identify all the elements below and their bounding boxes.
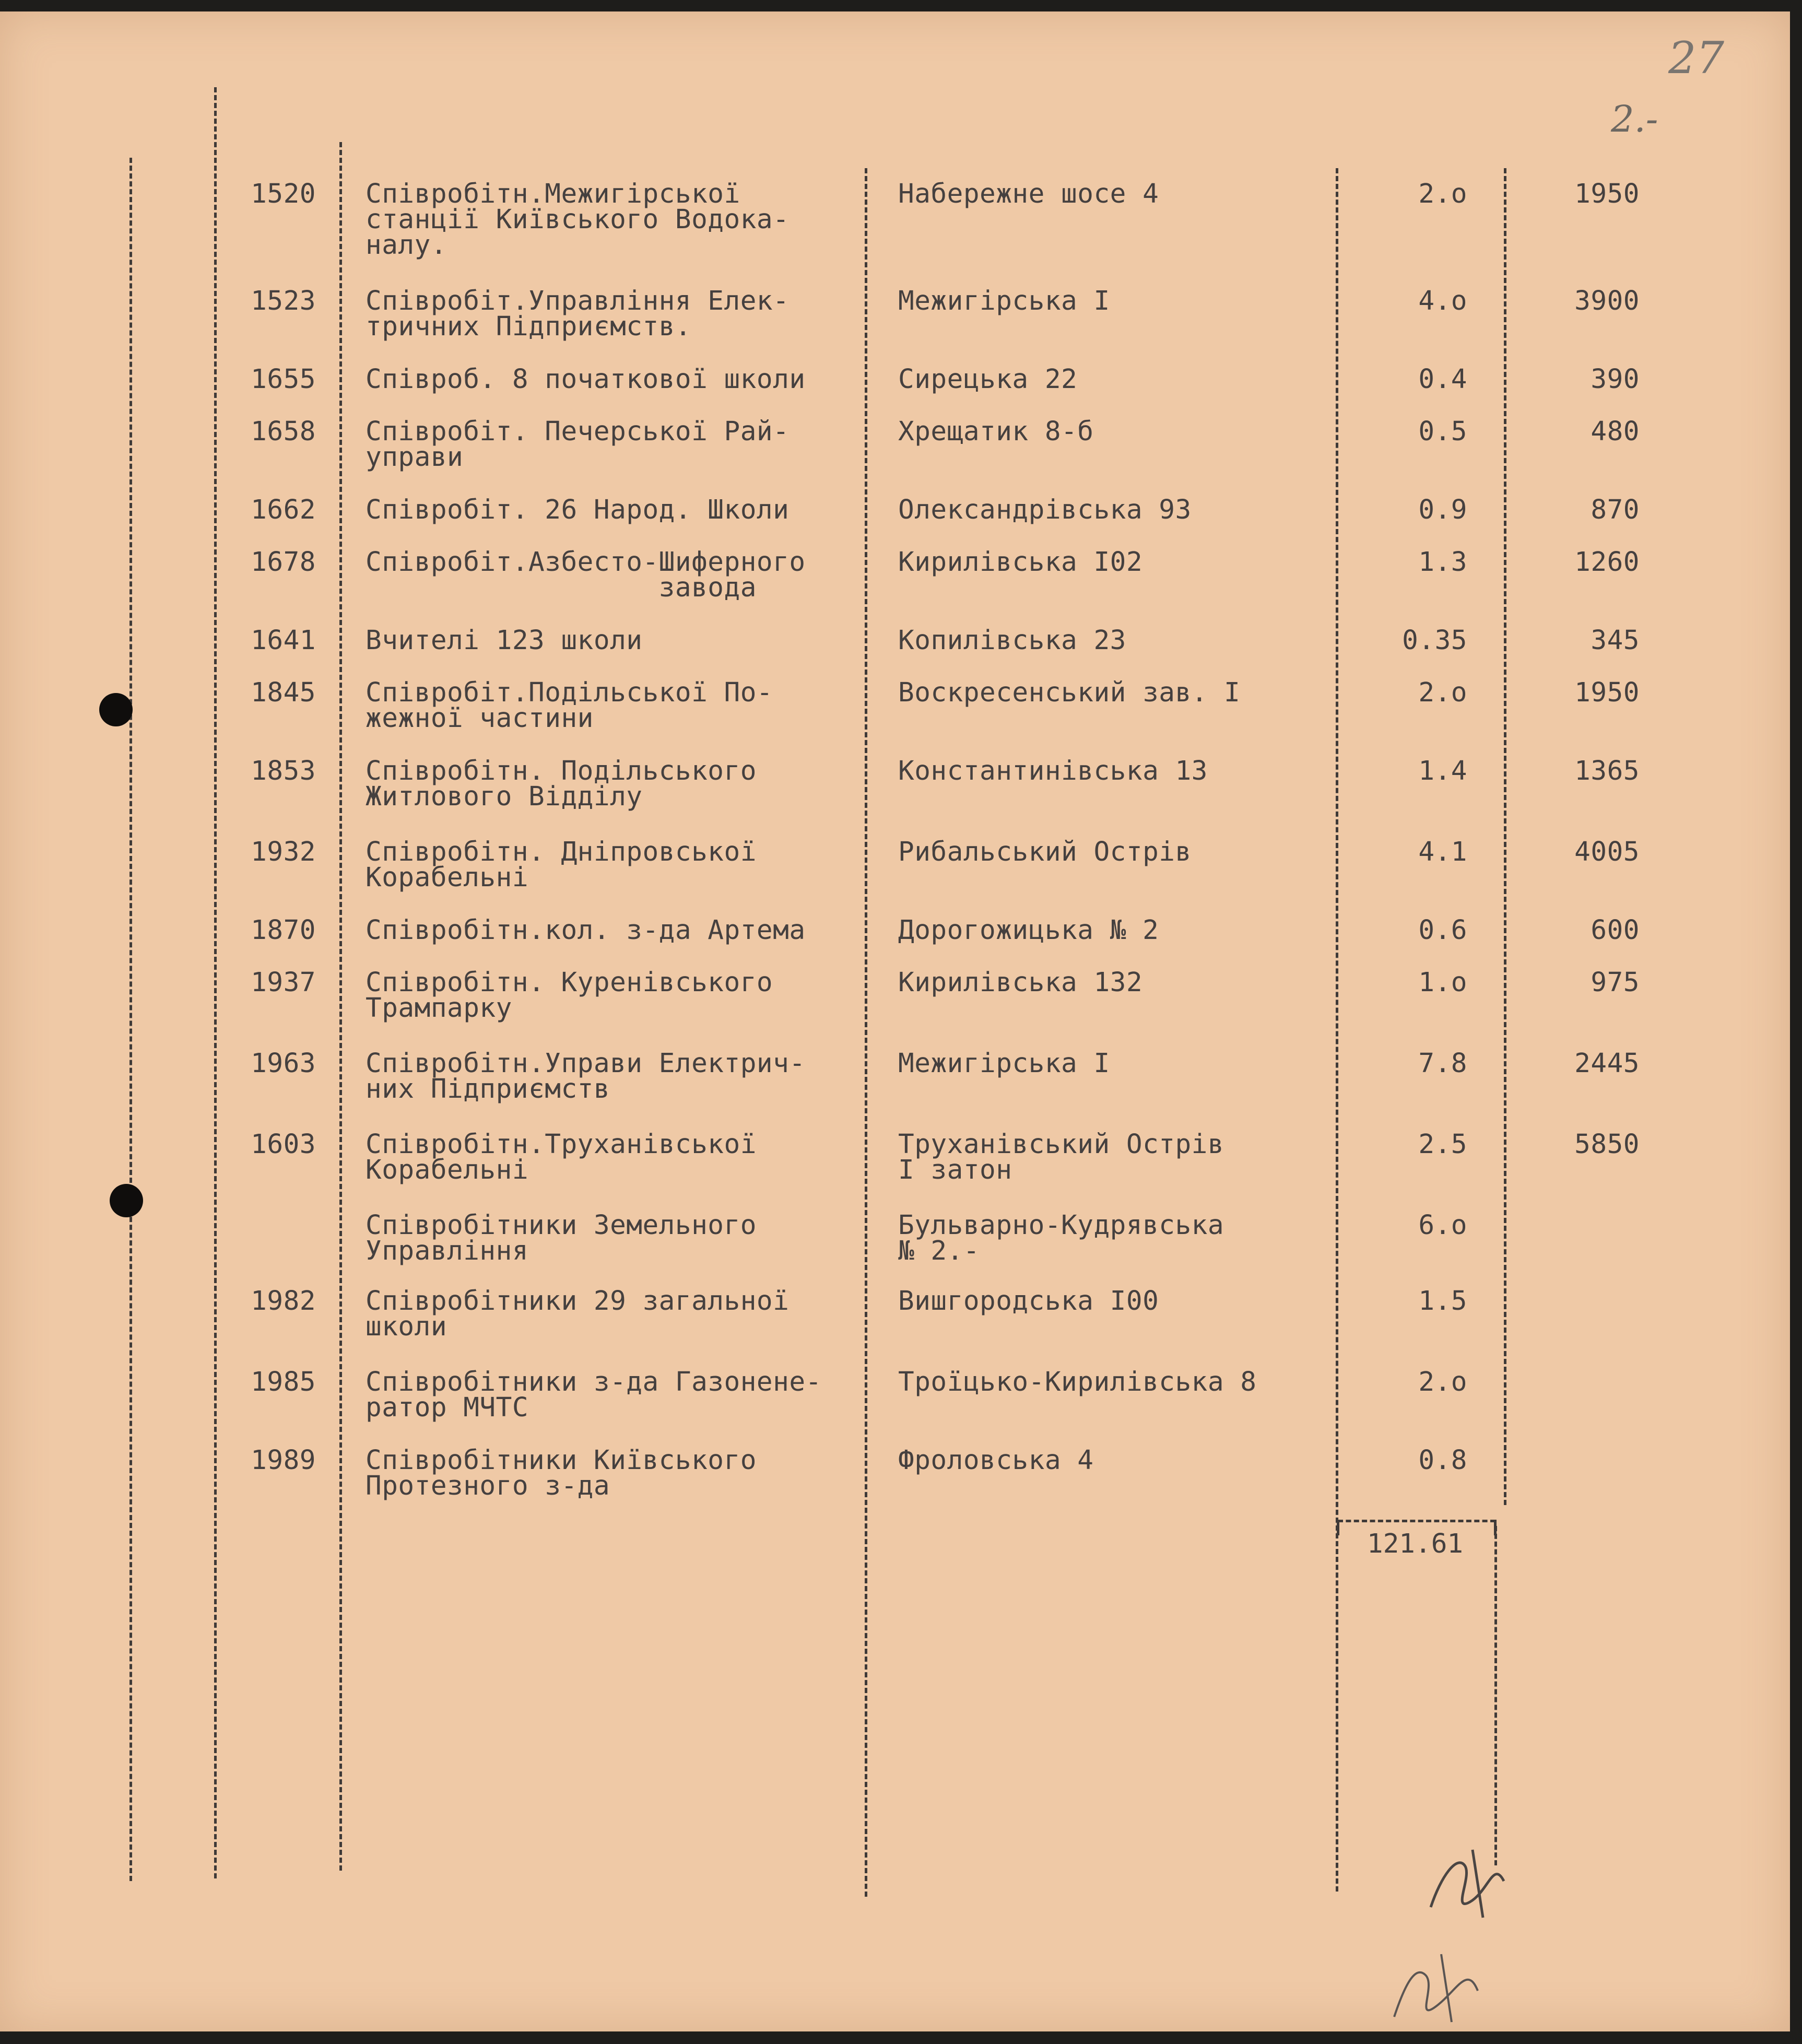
row-area: 2.о — [1418, 677, 1467, 708]
table-row — [0, 1288, 1790, 1361]
table-row — [0, 1129, 1790, 1205]
row-number: 1641 — [251, 625, 316, 656]
row-amount: 345 — [1591, 625, 1640, 656]
row-address: Кирилівська 132 — [898, 967, 1143, 998]
row-area: 0.9 — [1418, 495, 1467, 525]
row-area: 0.5 — [1418, 416, 1467, 447]
row-area: 1.3 — [1418, 547, 1467, 578]
row-number: 1989 — [251, 1445, 316, 1476]
row-area: 0.6 — [1418, 915, 1467, 946]
row-number: 1662 — [251, 495, 316, 525]
row-organization: Співробітн. Куренівського Трампарку — [366, 967, 773, 1024]
row-organization: Співробіт.Управління Елек- тричних Підприємств. — [366, 286, 790, 342]
document-page — [0, 11, 1790, 2031]
row-address: Рибальський Острів — [898, 837, 1192, 867]
row-organization: Співробітники Київського Протезного з-да — [366, 1445, 757, 1501]
signature-bottom — [1379, 1944, 1493, 2027]
row-address: Вишгородська І00 — [898, 1286, 1159, 1317]
row-address: Копилівська 23 — [898, 625, 1126, 656]
row-address: Константинівська 13 — [898, 756, 1208, 786]
table-row — [0, 1210, 1790, 1286]
row-area: 1.о — [1418, 967, 1467, 998]
row-area: 2.5 — [1418, 1129, 1467, 1160]
row-address: Межигірська І — [898, 1048, 1110, 1079]
row-organization: Вчителі 123 школи — [366, 625, 643, 656]
row-organization: Співробіт.Азбесто-Шиферного завода — [366, 547, 806, 603]
row-area: 0.35 — [1402, 625, 1467, 656]
row-address: Олександрівська 93 — [898, 495, 1192, 525]
row-amount: 1260 — [1574, 547, 1640, 578]
row-address: Труханівський Острів І затон — [898, 1129, 1224, 1185]
row-number: 1520 — [251, 179, 316, 209]
binding-hole — [99, 693, 133, 726]
row-organization: Співробіт.Подільської По- жежної частини — [366, 677, 773, 734]
row-organization: Співробітн. Дніпровської Корабельні — [366, 837, 757, 893]
row-amount: 600 — [1591, 915, 1640, 946]
row-amount: 1365 — [1574, 756, 1640, 786]
row-amount: 4005 — [1574, 837, 1640, 867]
row-organization: Співробітники Земельного Управління — [366, 1210, 757, 1266]
table-row — [0, 549, 1790, 622]
row-organization: Співробітники 29 загальної школи — [366, 1286, 790, 1342]
table-row — [0, 967, 1790, 1043]
row-area: 1.5 — [1418, 1286, 1467, 1317]
row-area: 1.4 — [1418, 756, 1467, 786]
row-number: 1678 — [251, 547, 316, 578]
binding-hole — [110, 1184, 143, 1217]
row-address: Троїцько-Кирилівська 8 — [898, 1367, 1257, 1397]
row-number: 1845 — [251, 677, 316, 708]
row-address: Фроловська 4 — [898, 1445, 1094, 1476]
total-area: 121.61 — [1367, 1529, 1464, 1559]
row-organization: Співроб. 8 початкової школи — [366, 364, 806, 395]
signature — [1420, 1845, 1514, 1923]
row-area: 2.о — [1418, 179, 1467, 209]
table-row — [0, 416, 1790, 492]
row-area: 0.4 — [1418, 364, 1467, 395]
row-organization: Співробітн.Управи Електрич- них Підприємств — [366, 1048, 806, 1105]
row-number: 1870 — [251, 915, 316, 946]
row-address: Набережне шосе 4 — [898, 179, 1159, 209]
row-area: 4.о — [1418, 286, 1467, 316]
row-number: 1985 — [251, 1367, 316, 1397]
row-address: Дорогожицька № 2 — [898, 915, 1159, 946]
row-number: 1982 — [251, 1286, 316, 1317]
row-number: 1932 — [251, 837, 316, 867]
row-amount: 975 — [1591, 967, 1640, 998]
row-organization: Співробітники з-да Газонене- ратор МЧТС — [366, 1367, 822, 1423]
table-row — [0, 1445, 1790, 1521]
sheet-number: 27 — [1668, 32, 1724, 84]
row-address: Хрещатик 8-б — [898, 416, 1094, 447]
row-number: 1655 — [251, 364, 316, 395]
row-address: Сирецька 22 — [898, 364, 1078, 395]
table-row — [0, 758, 1790, 831]
row-address: Воскресенський зав. І — [898, 677, 1241, 708]
row-number: 1963 — [251, 1048, 316, 1079]
row-amount: 3900 — [1574, 286, 1640, 316]
row-organization: Співробітн.Межигірської станції Київського Водока- налу. — [366, 179, 790, 261]
row-area: 7.8 — [1418, 1048, 1467, 1079]
table-row — [0, 179, 1790, 261]
sheet-mark: 2.- — [1611, 98, 1658, 140]
row-number: 1523 — [251, 286, 316, 316]
row-number: 1937 — [251, 967, 316, 998]
row-amount: 480 — [1591, 416, 1640, 447]
row-organization: Співробіт. 26 Народ. Школи — [366, 495, 790, 525]
row-organization: Співробітн.Труханівської Корабельні — [366, 1129, 757, 1185]
row-amount: 1950 — [1574, 677, 1640, 708]
row-organization: Співробітн.кол. з-да Артема — [366, 915, 806, 946]
row-area: 6.о — [1418, 1210, 1467, 1241]
row-amount: 390 — [1591, 364, 1640, 395]
row-area: 0.8 — [1418, 1445, 1467, 1476]
row-number: 1853 — [251, 756, 316, 786]
row-amount: 2445 — [1574, 1048, 1640, 1079]
table-row — [0, 677, 1790, 753]
row-amount: 870 — [1591, 495, 1640, 525]
row-number: 1658 — [251, 416, 316, 447]
row-amount: 1950 — [1574, 179, 1640, 209]
row-amount: 5850 — [1574, 1129, 1640, 1160]
column-rule-total-right — [1494, 1526, 1497, 1865]
table-row — [0, 839, 1790, 912]
row-address: Бульварно-Кудрявська № 2.- — [898, 1210, 1224, 1266]
row-area: 4.1 — [1418, 837, 1467, 867]
row-organization: Співробітн. Подільського Житлового Відділу — [366, 756, 757, 812]
row-address: Кирилівська І02 — [898, 547, 1143, 578]
table-row — [0, 1048, 1790, 1124]
row-organization: Співробіт. Печерської Рай- управи — [366, 416, 790, 473]
table-row — [0, 288, 1790, 361]
row-number: 1603 — [251, 1129, 316, 1160]
row-address: Межигірська І — [898, 286, 1110, 316]
row-area: 2.о — [1418, 1367, 1467, 1397]
table-row — [0, 1369, 1790, 1442]
